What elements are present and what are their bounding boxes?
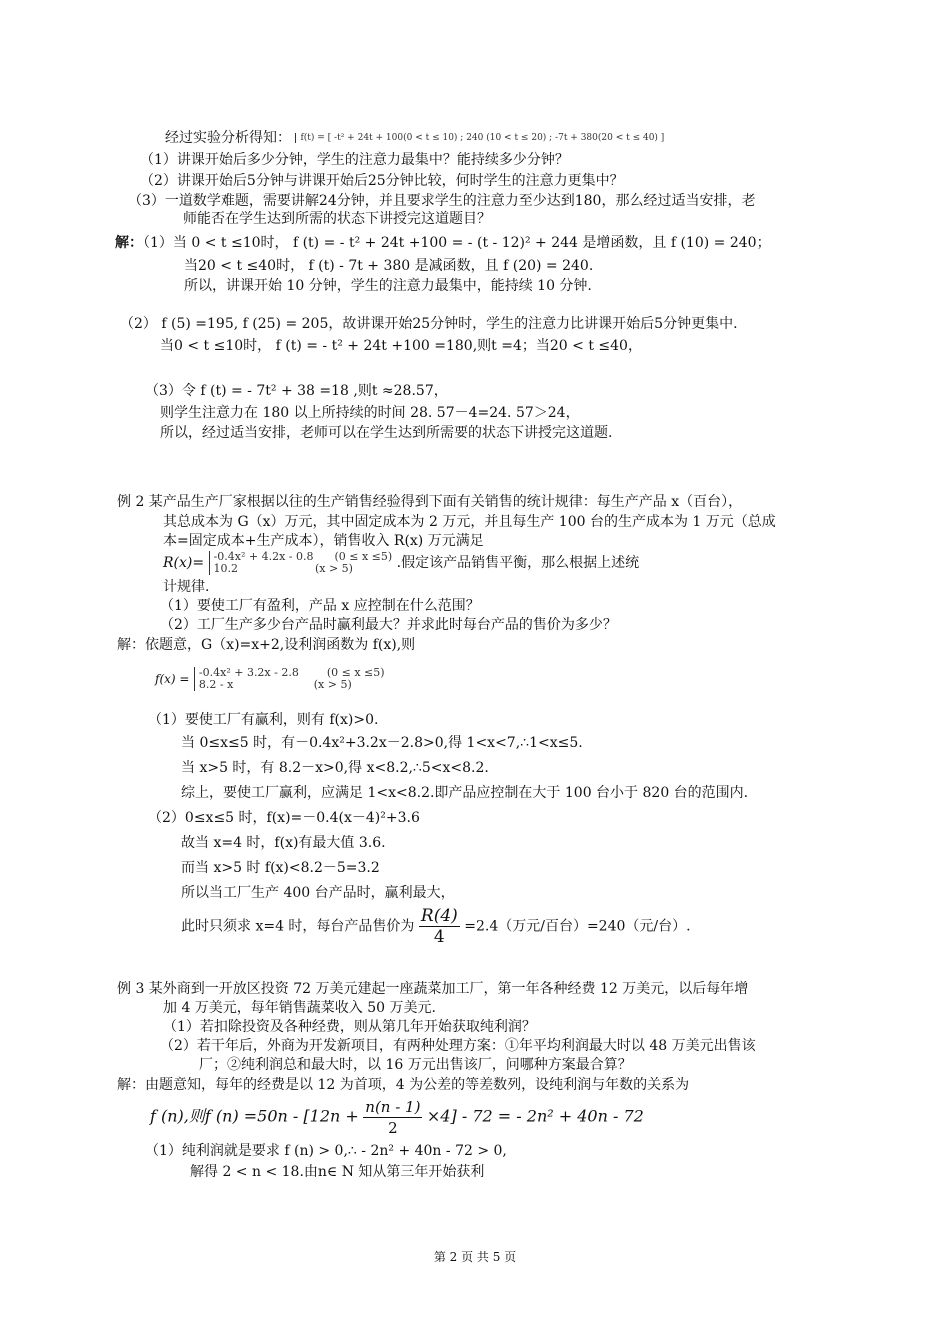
example-2-profit-fn: f(x) = -0.4x² + 3.2x - 2.8 (0 ≤ x ≤5) 8.2 - x (x > 5): [155, 666, 385, 691]
solution-3-line1: （3）令 f (t) = - 7t² + 38 =18 ,则t ≈28.57，: [145, 383, 448, 399]
example-3-line2: 加 4 万美元，每年销售蔬菜收入 50 万美元.: [163, 1000, 436, 1016]
sum-fraction: $\frac{n(n - 1)}{2}$: [365, 1098, 421, 1137]
solution-1-line1: 解：（1）当 0 < t ≤10时， f (t) = - t² + 24t +100 = - (t - 12)² + 244 是增函数，且 f (10) = 240；: [115, 235, 771, 251]
example-2-sol-4: 综上，要使工厂赢利，应满足 1<x<8.2.即产品应控制在大于 100 台小于 820 台的范围内.: [181, 785, 749, 801]
question-3: （3）一道数学难题，需要讲解24分钟，并且要求学生的注意力至少达到180，那么经过适当安排，老: [128, 193, 756, 209]
formula-fx-piecewise: -0.4x² + 3.2x - 2.8 (0 ≤ x ≤5) 8.2 - x (x > 5): [194, 667, 385, 691]
solution-1-line2: 当20 < t ≤40时， f (t) - 7t + 380 是减函数，且 f (20) = 240.: [184, 258, 594, 274]
example-3-solution-intro: 解：由题意知，每年的经费是以 12 为首项，4 为公差的等差数列，设纯利润与年数的关系为: [117, 1077, 690, 1093]
solution-2-line2: 当0 < t ≤10时， f (t) = - t² + 24t +100 =180,则t =4；当20 < t ≤40，: [160, 338, 642, 354]
solution-3-line2: 则学生注意力在 180 以上所持续的时间 28. 57－4=24. 57＞24，: [160, 405, 580, 421]
example-2-sol-7: 而当 x>5 时 f(x)<8.2－5=3.2: [181, 860, 380, 876]
example-2-sol-1: （1）要使工厂有赢利，则有 f(x)>0.: [148, 712, 379, 728]
solution-3-line3: 所以，经过适当安排，老师可以在学生达到所需要的状态下讲授完这道题.: [160, 425, 613, 441]
example-2-sol-6: 故当 x=4 时，f(x)有最大值 3.6.: [181, 835, 386, 851]
example-2-line2: 其总成本为 G（x）万元，其中固定成本为 2 万元，并且每生产 100 台的生产成本为 1 万元（总成: [163, 514, 776, 530]
question-2: （2）讲课开始后5分钟与讲课开始后25分钟比较，何时学生的注意力更集中？: [140, 173, 624, 189]
formula-ft-piecewise: f(t) = [ -t² + 24t + 100(0 < t ≤ 10) ; 240 (10 < t ≤ 20) ; -7t + 380(20 < t ≤ 40) ]: [295, 133, 664, 143]
example-2-revenue: R(x)= -0.4x² + 4.2x - 0.8 (0 ≤ x ≤5) 10.2 (x > 5) .假定该产品销售平衡，那么根据上述统: [163, 550, 640, 575]
example-2-solution-intro: 解：依题意，G（x)=x+2,设利润函数为 f(x),则: [117, 637, 416, 653]
example-2-sol-8: 所以当工厂生产 400 台产品时，赢利最大，: [181, 885, 455, 901]
solution-1-line3: 所以，讲课开始 10 分钟，学生的注意力最集中，能持续 10 分钟.: [184, 278, 592, 294]
example-2-question-2: （2）工厂生产多少台产品时赢利最大？并求此时每台产品的售价为多少？: [160, 617, 617, 633]
price-fraction: $\frac{R(4)}{4}$: [420, 906, 458, 947]
example-2-line1: 例 2 某产品生产厂家根据以往的生产销售经验得到下面有关销售的统计规律：每生产产品 x（百台），: [117, 494, 743, 510]
example-3-question-2-cont: 厂；②纯利润总和最大时，以 16 万元出售该厂，问哪种方案最合算？: [199, 1057, 632, 1073]
example-2-sol-5: （2）0≤x≤5 时，f(x)=－0.4(x－4)²+3.6: [148, 810, 420, 826]
solution-2-line1: （2） f (5) =195, f (25) = 205，故讲课开始25分钟时，学生的注意力比讲课开始后5分钟更集中.: [120, 316, 738, 332]
example-3-line1: 例 3 某外商到一开放区投资 72 万美元建起一座蔬菜加工厂，第一年各种经费 12 万美元，以后每年增: [117, 981, 749, 997]
question-1: （1）讲课开始后多少分钟，学生的注意力最集中？能持续多少分钟？: [140, 152, 569, 168]
example-3-profit-fn: f (n),则f (n) =50n - [12n + $\frac{n(n - 1)}{2}$ ×4] - 72 = - 2n² + 40n - 72: [150, 1098, 644, 1137]
example-2-line3: 本=固定成本+生产成本），销售收入 R(x) 万元满足: [163, 533, 484, 549]
example-2-sol-9: 此时只须求 x=4 时，每台产品售价为 $\frac{R(4)}{4}$ =2.4（万元/百台）=240（元/台）.: [181, 906, 691, 947]
question-3-cont: 师能否在学生达到所需的状态下讲授完这道题目？: [183, 211, 491, 227]
example-3-sol-1: （1）纯利润就是要求 f (n) > 0,∴ - 2n² + 40n - 72 > 0,: [145, 1143, 507, 1159]
example-2-line5: 计规律.: [163, 579, 210, 595]
example-3-question-2: （2）若干年后，外商为开发新项目，有两种处理方案：①年平均利润最大时以 48 万美元出售该: [160, 1038, 756, 1054]
example-2-sol-3: 当 x>5 时，有 8.2－x>0,得 x<8.2,∴5<x<8.2.: [181, 760, 489, 776]
page-footer: 第 2 页 共 5 页: [433, 1250, 517, 1264]
example-3-sol-2: 解得 2 < n < 18.由n∈ N 知从第三年开始获利: [190, 1164, 485, 1180]
solution-label: 解：: [115, 235, 143, 251]
example-2-sol-2: 当 0≤x≤5 时，有－0.4x²+3.2x－2.8>0,得 1<x<7,∴1<x≤5.: [181, 735, 583, 751]
example-2-question-1: （1）要使工厂有盈利，产品 x 应控制在什么范围？: [160, 598, 480, 614]
example-3-question-1: （1）若扣除投资及各种经费，则从第几年开始获取纯利润？: [163, 1019, 536, 1035]
formula-rx-piecewise: -0.4x² + 4.2x - 0.8 (0 ≤ x ≤5) 10.2 (x > 5): [209, 551, 393, 575]
line-intro: 经过实验分析得知： f(t) = [ -t² + 24t + 100(0 < t ≤ 10) ; 240 (10 < t ≤ 20) ; -7t + 380(20 < t ≤ 40) ]: [165, 130, 665, 146]
